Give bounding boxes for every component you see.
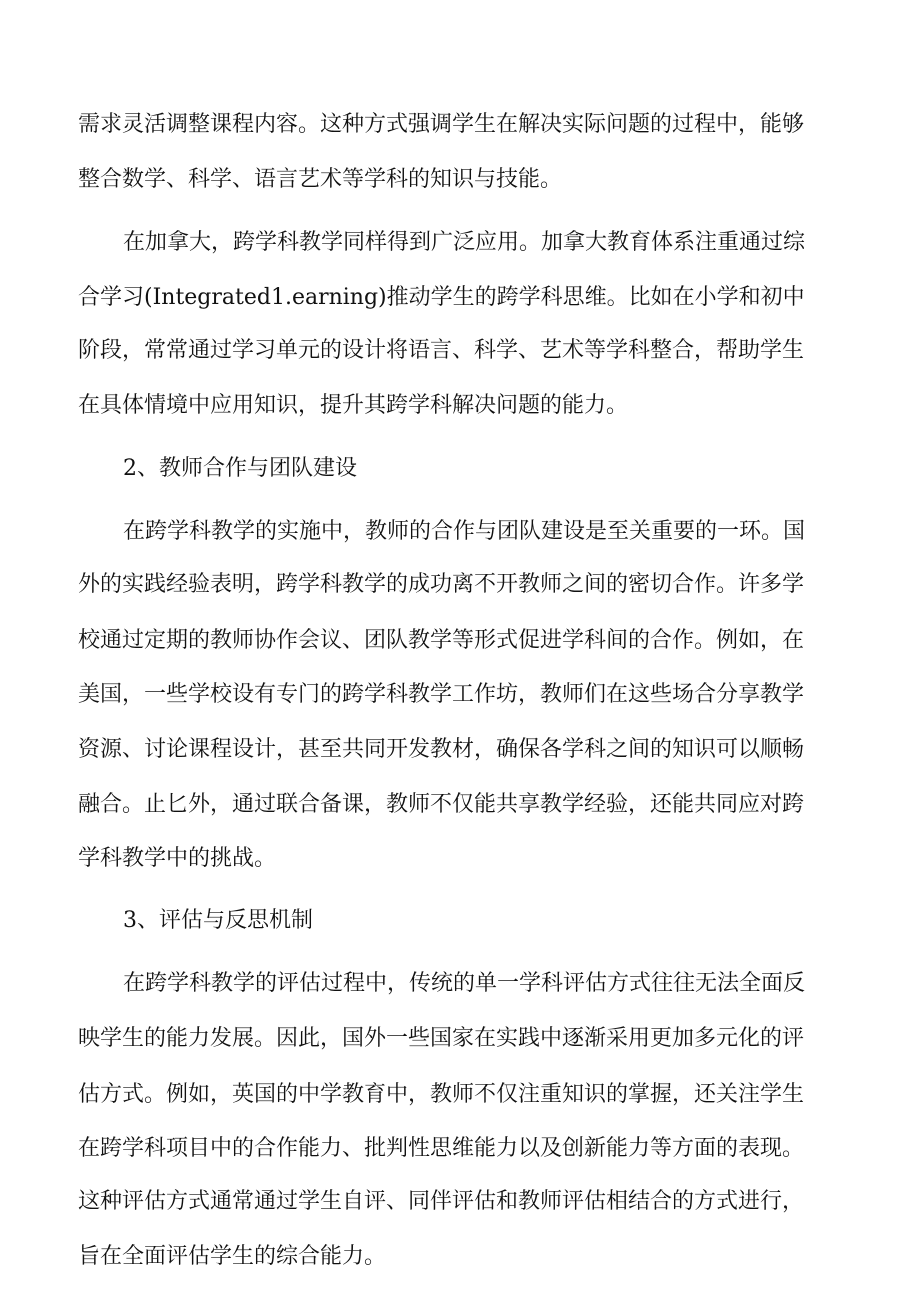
paragraph-2-line-1: 在加拿大，跨学科教学同样得到广泛应用。加拿大教育体系注重通过综 xyxy=(123,230,806,255)
paragraph-3-line-5: 资源、讨论课程设计，甚至共同开发教材，确保各学科之间的知识可以顺畅 xyxy=(78,737,805,762)
paragraph-3-line-3: 校通过定期的教师协作会议、团队教学等形式促进学科间的合作。例如，在 xyxy=(78,628,805,653)
section-heading-3: 3、评估与反思机制 xyxy=(123,908,313,933)
paragraph-2-line-3: 阶段，常常通过学习单元的设计将语言、科学、艺术等学科整合，帮助学生 xyxy=(78,338,805,363)
section-heading-2: 2、教师合作与团队建设 xyxy=(123,456,357,481)
paragraph-4-line-3: 估方式。例如，英国的中学教育中，教师不仅注重知识的掌握，还关注学生 xyxy=(78,1082,805,1107)
paragraph-3-line-4: 美国，一些学校设有专门的跨学科教学工作坊，教师们在这些场合分享教学 xyxy=(78,682,805,707)
paragraph-1-line-2: 整合数学、科学、语言艺术等学科的知识与技能。 xyxy=(78,167,563,192)
paragraph-4-line-2: 映学生的能力发展。因此，国外一些国家在实践中逐渐采用更加多元化的评 xyxy=(78,1026,805,1051)
paragraph-3-line-6: 融合。止匕外，通过联合备课，教师不仅能共享教学经验，还能共同应对跨 xyxy=(78,792,805,817)
paragraph-2-line-2: 合学习(Integrated1.earning)推动学生的跨学科思维。比如在小学和初中 xyxy=(78,285,805,310)
paragraph-3-line-7: 学科教学中的挑战。 xyxy=(78,846,277,871)
paragraph-4-line-4: 在跨学科项目中的合作能力、批判性思维能力以及创新能力等方面的表现。 xyxy=(78,1136,805,1161)
paragraph-3-line-2: 外的实践经验表明，跨学科教学的成功离不开教师之间的密切合作。许多学 xyxy=(78,572,805,597)
paragraph-4-line-5: 这种评估方式通常通过学生自评、同伴评估和教师评估相结合的方式进行， xyxy=(78,1189,805,1214)
paragraph-1-line-1: 需求灵活调整课程内容。这种方式强调学生在解决实际问题的过程中，能够 xyxy=(78,112,805,137)
paragraph-2-line-4: 在具体情境中应用知识，提升其跨学科解决问题的能力。 xyxy=(78,393,629,418)
paragraph-3-line-1: 在跨学科教学的实施中，教师的合作与团队建设是至关重要的一环。国 xyxy=(123,519,806,544)
paragraph-4-line-6: 旨在全面评估学生的综合能力。 xyxy=(78,1244,387,1269)
paragraph-4-line-1: 在跨学科教学的评估过程中，传统的单一学科评估方式往往无法全面反 xyxy=(123,971,806,996)
